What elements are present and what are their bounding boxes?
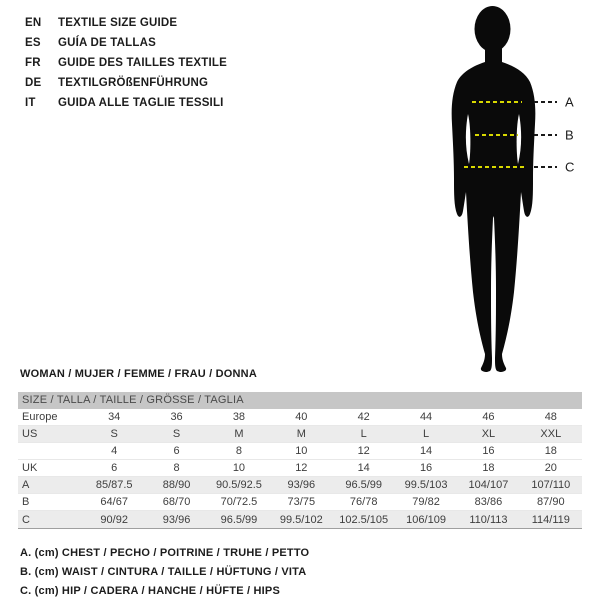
table-cell: M (234, 428, 244, 440)
table-cell: 6 (173, 445, 180, 457)
table-cell: 36 (170, 411, 183, 423)
table-cell: 8 (235, 445, 242, 457)
table-cell: 48 (544, 411, 557, 423)
legend-chest: A. (cm) CHEST / PECHO / POITRINE / TRUHE / PETTO (20, 547, 310, 559)
table-cell: 16 (419, 462, 433, 474)
table-cell: 10 (232, 462, 246, 474)
table-cell: 85/87.5 (95, 479, 133, 491)
legend-hip: C. (cm) HIP / CADERA / HANCHE / HÜFTE / HIPS (20, 585, 280, 597)
table-cell: 88/90 (162, 479, 191, 491)
table-cell: 83/86 (474, 496, 503, 508)
language-row-it (25, 93, 227, 113)
language-code: ES (25, 37, 41, 49)
chest-label: A (565, 94, 574, 110)
language-row-es (25, 33, 227, 53)
table-cell: 14 (419, 445, 433, 457)
silhouette-head (475, 6, 511, 52)
table-cell: 18 (482, 462, 495, 474)
language-code: DE (25, 77, 42, 89)
legend-waist: B. (cm) WAIST / CINTURA / TAILLE / HÜFTUNG / VITA (20, 566, 307, 578)
table-cell: 93/96 (287, 479, 316, 491)
row-label: B (22, 496, 30, 508)
table-cell: 107/110 (531, 479, 571, 491)
row-label: C (22, 513, 30, 526)
table-cell: 99.5/103 (404, 479, 448, 491)
table-cell: 90/92 (100, 513, 128, 526)
table-cell: XL (481, 428, 496, 440)
table-cell: 110/113 (469, 513, 508, 526)
row-label: A (22, 479, 30, 491)
table-cell: S (172, 428, 181, 440)
size-table-header: SIZE / TALLA / TAILLE / GRÖSSE / TAGLIA (18, 392, 582, 409)
silhouette-body (452, 46, 536, 372)
language-row-en (25, 13, 227, 33)
measurement-legend (20, 544, 309, 600)
table-row (18, 511, 582, 528)
table-cell: 79/82 (412, 496, 440, 508)
waist-label: B (565, 127, 574, 143)
language-title: GUIDA ALLE TAGLIE TESSILI (58, 97, 224, 109)
table-cell: M (296, 428, 306, 440)
table-cell: 87/90 (537, 496, 565, 508)
table-cell: 12 (357, 445, 370, 457)
table-cell: 106/109 (406, 513, 446, 526)
table-cell: S (110, 428, 118, 440)
language-code: IT (25, 97, 36, 109)
table-cell: 14 (357, 462, 370, 474)
table-cell: 42 (357, 411, 370, 423)
table-cell: 20 (544, 462, 557, 474)
table-cell: 16 (482, 445, 495, 457)
table-cell: 76/78 (349, 496, 378, 508)
language-row-de (25, 73, 227, 93)
table-row (18, 409, 582, 426)
language-title: TEXTILGRÖßENFÜHRUNG (58, 77, 209, 89)
row-label: UK (22, 462, 38, 474)
table-cell: 4 (111, 445, 118, 457)
table-cell: 114/119 (531, 513, 570, 526)
table-row (18, 477, 582, 494)
table-cell: 10 (295, 445, 308, 457)
size-table (18, 392, 582, 529)
size-table-body (18, 409, 582, 528)
language-row-fr (25, 53, 227, 73)
table-cell: 8 (173, 462, 180, 474)
table-cell: 99.5/102 (279, 513, 323, 526)
table-cell: 44 (419, 411, 433, 423)
table-cell: 102.5/105 (339, 513, 389, 526)
language-code: EN (25, 17, 42, 29)
table-cell: 93/96 (162, 513, 191, 526)
table-cell: 73/75 (287, 496, 316, 508)
table-cell: 46 (482, 411, 495, 423)
table-cell: 34 (108, 411, 121, 423)
table-cell: 96.5/99 (345, 479, 383, 491)
table-cell: 68/70 (162, 496, 191, 508)
language-list (25, 13, 227, 113)
row-label: Europe (22, 411, 58, 423)
table-cell: L (360, 428, 367, 440)
table-cell: L (423, 428, 430, 440)
language-title: TEXTILE SIZE GUIDE (58, 17, 178, 29)
language-title: GUÍA DE TALLAS (58, 37, 156, 49)
table-cell: 6 (111, 462, 118, 474)
table-cell: 70/72.5 (220, 496, 258, 508)
table-cell: 12 (295, 462, 308, 474)
table-row (18, 443, 582, 460)
hip-label: C (565, 159, 575, 175)
section-title: WOMAN / MUJER / FEMME / FRAU / DONNA (20, 368, 257, 380)
table-cell: XXL (540, 428, 562, 440)
table-row (18, 426, 582, 443)
table-cell: 40 (295, 411, 308, 423)
table-cell: 38 (232, 411, 246, 423)
table-row (18, 494, 582, 511)
table-cell: 104/107 (468, 479, 509, 491)
language-title: GUIDE DES TAILLES TEXTILE (58, 57, 227, 69)
table-cell: 18 (544, 445, 557, 457)
table-cell: 96.5/99 (220, 513, 258, 526)
row-label: US (22, 428, 38, 440)
table-row (18, 460, 582, 477)
table-cell: 64/67 (100, 496, 128, 508)
woman-silhouette-figure (445, 2, 600, 372)
language-code: FR (25, 57, 41, 69)
table-cell: 90.5/92.5 (216, 479, 262, 491)
